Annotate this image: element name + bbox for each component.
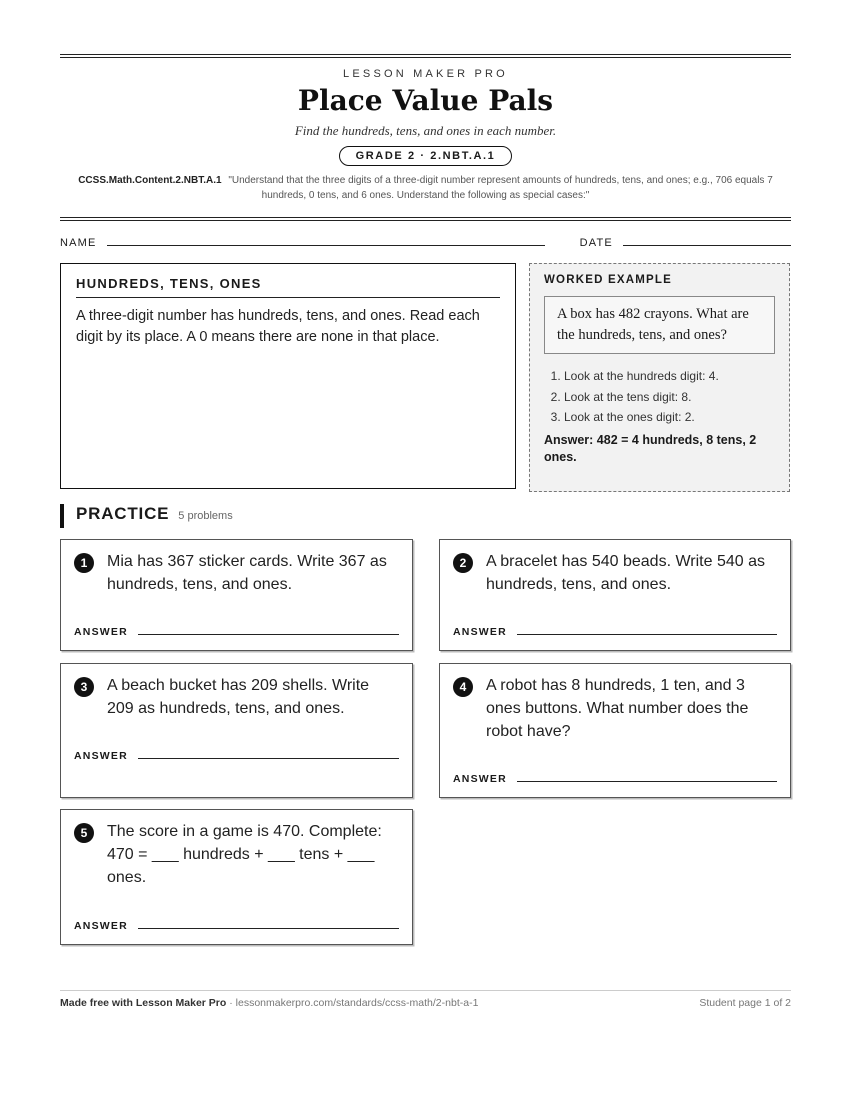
- name-label: NAME: [60, 237, 97, 249]
- problem-grid: [60, 539, 791, 949]
- problem-text: Mia has 367 sticker cards. Write 367 as hundreds, tens, and ones.: [107, 553, 387, 593]
- standard-code: CCSS.Math.Content.2.NBT.A.1: [78, 175, 222, 186]
- standard-description: [60, 173, 791, 203]
- problem-card: [439, 663, 791, 798]
- problem-number: 3: [74, 677, 94, 697]
- footer-credit: [60, 997, 478, 1009]
- concept-body: A three-digit number has hundreds, tens, and ones. Read each digit by its place. A 0 means there are none in that place.: [76, 308, 480, 345]
- answer-field[interactable]: [138, 928, 399, 929]
- date-label: DATE: [579, 237, 613, 249]
- problem-card: [60, 809, 413, 945]
- brand-name: LESSON MAKER PRO: [343, 68, 508, 80]
- problem-number: 1: [74, 553, 94, 573]
- footer-made-with: Made free with Lesson Maker Pro: [60, 997, 227, 1009]
- worked-example-heading: WORKED EXAMPLE: [544, 274, 672, 286]
- name-date-row: [60, 237, 791, 249]
- answer-field[interactable]: [517, 634, 777, 635]
- answer-field[interactable]: [138, 758, 399, 759]
- answer-field[interactable]: [517, 781, 777, 782]
- problem-card: [60, 539, 413, 651]
- page-footer: [60, 990, 791, 1009]
- problem-text: The score in a game is 470. Complete: 470 = ___ hundreds + ___ tens + ___ ones.: [107, 823, 382, 886]
- name-field[interactable]: [107, 244, 545, 246]
- worked-example-answer: Answer: 482 = 4 hundreds, 8 tens, 2 ones.: [544, 432, 757, 464]
- intro-section: [60, 263, 791, 492]
- concept-heading: HUNDREDS, TENS, ONES: [76, 276, 500, 298]
- header-bottom-rule: [60, 217, 791, 221]
- header-top-rule: [60, 54, 791, 58]
- worked-example-step: 3. Look at the ones digit: 2.: [564, 407, 775, 428]
- answer-row: [74, 920, 399, 932]
- practice-label: PRACTICE: [76, 504, 170, 523]
- answer-label: ANSWER: [74, 920, 128, 932]
- problem-text: A bracelet has 540 beads. Write 540 as hundreds, tens, and ones.: [486, 553, 765, 593]
- worked-example-question: A box has 482 crayons. What are the hundreds, tens, and ones?: [544, 296, 775, 354]
- concept-box: [60, 263, 516, 489]
- answer-label: ANSWER: [74, 626, 128, 638]
- answer-field[interactable]: [138, 634, 399, 635]
- practice-heading: [60, 504, 791, 528]
- worksheet-page: [60, 54, 791, 949]
- problem-text: A robot has 8 hundreds, 1 ten, and 3 ones buttons. What number does the robot have?: [486, 677, 749, 740]
- worked-example-box: [529, 263, 790, 492]
- page-title: Place Value Pals: [297, 84, 554, 117]
- standard-text: "Understand that the three digits of a three-digit number represent amounts of hundreds, tens, and ones; e.g., 706 equals 7 hundreds, 0 tens, and 6 ones. Understand the following as special cases:": [228, 175, 773, 201]
- practice-count: 5 problems: [178, 510, 233, 522]
- answer-label: ANSWER: [453, 626, 507, 638]
- page-subtitle: Find the hundreds, tens, and ones in each number.: [294, 123, 557, 138]
- worked-example-steps: [544, 366, 775, 428]
- answer-row: [74, 750, 399, 762]
- answer-row: [453, 626, 777, 638]
- worked-example-step: 2. Look at the tens digit: 8.: [564, 387, 775, 408]
- answer-row: [74, 626, 399, 638]
- answer-label: ANSWER: [74, 750, 128, 762]
- worked-example-step: 1. Look at the hundreds digit: 4.: [564, 366, 775, 387]
- problem-number: 5: [74, 823, 94, 843]
- footer-page-number: Student page 1 of 2: [699, 997, 791, 1009]
- problem-text: A beach bucket has 209 shells. Write 209 as hundreds, tens, and ones.: [107, 677, 370, 717]
- date-field[interactable]: [623, 244, 791, 246]
- footer-url[interactable]: · lessonmakerpro.com/standards/ccss-math/2-nbt-a-1: [226, 997, 479, 1009]
- grade-badge: GRADE 2 · 2.NBT.A.1: [339, 146, 513, 166]
- problem-number: 4: [453, 677, 473, 697]
- problem-card: [60, 663, 413, 798]
- answer-row: [453, 773, 777, 785]
- answer-label: ANSWER: [453, 773, 507, 785]
- problem-number: 2: [453, 553, 473, 573]
- problem-card: [439, 539, 791, 651]
